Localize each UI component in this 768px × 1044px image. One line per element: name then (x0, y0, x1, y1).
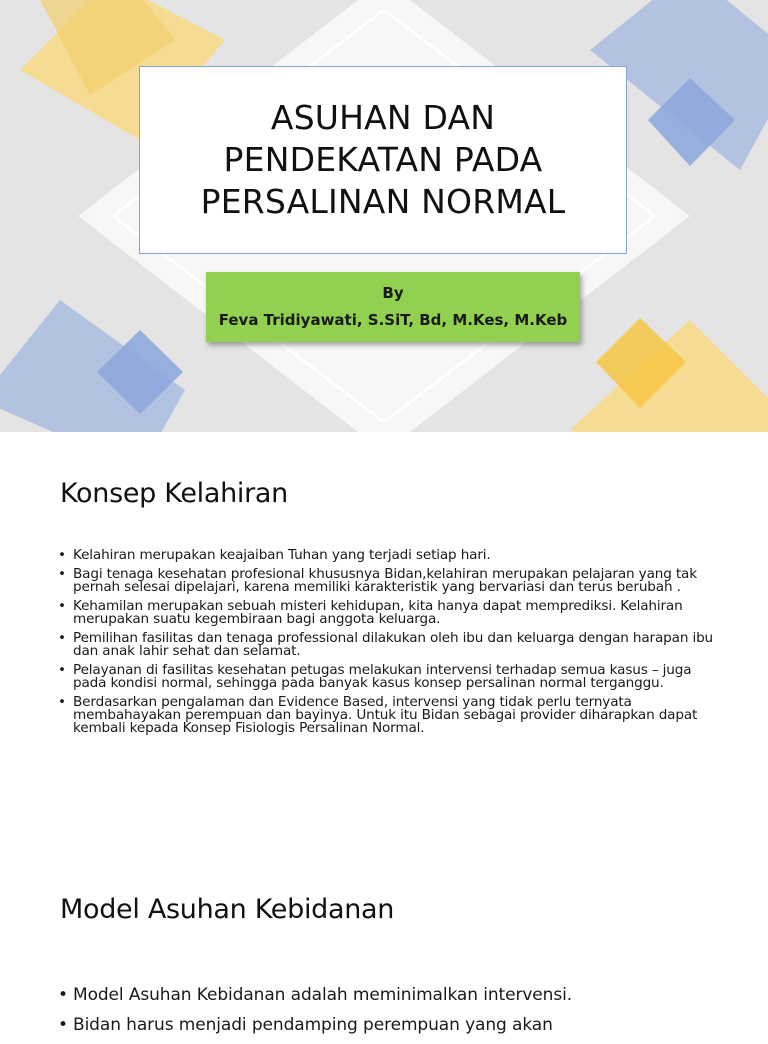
author-name: Feva Tridiyawati, S.SiT, Bd, M.Kes, M.Keb (218, 311, 568, 329)
list-item (58, 600, 718, 626)
concept-slide (0, 432, 768, 864)
list-item-text: Berdasarkan pengalaman dan Evidence Based, intervensi yang tidak perlu ternyata membahayakan perempuan dan bayinya. Untuk itu Bidan sebagai provider diharapkan dapat kembali kepada Konsep Fisiologis Persalinan Normal. (73, 694, 698, 736)
title-line-2: PENDEKATAN PADA (223, 140, 543, 179)
list-item (58, 664, 718, 690)
list-item (58, 632, 718, 658)
list-item-text: Kelahiran merupakan keajaiban Tuhan yang terjadi setiap hari. (73, 547, 491, 563)
list-item-text: Model Asuhan Kebidanan adalah meminimalkan intervensi. (73, 985, 573, 1005)
title-line-1: ASUHAN DAN (270, 98, 496, 137)
list-item (58, 568, 718, 594)
bullet-dot: • (58, 1015, 68, 1035)
title-box (139, 66, 627, 254)
list-item-text: Kehamilan merupakan sebuah misteri kehidupan, kita hanya dapat memprediksi. Kelahiran merupakan suatu kegembiraan bagi anggota keluarga. (73, 598, 683, 627)
slide-heading: Model Asuhan Kebidanan (60, 894, 395, 925)
author-box (206, 272, 580, 342)
by-label: By (382, 284, 404, 302)
slide-heading: Konsep Kelahiran (60, 478, 288, 509)
bullet-dot: • (58, 694, 66, 710)
bullet-dot: • (58, 662, 66, 678)
list-item-text: Bagi tenaga kesehatan profesional khususnya Bidan,kelahiran merupakan pelajaran yang tak pernah selesai dipelajari, karena memiliki karakteristik yang bervariasi dan terus berubah . (73, 566, 697, 595)
model-slide (0, 864, 768, 1035)
bullet-dot: • (58, 547, 66, 563)
bullet-dot: • (58, 630, 66, 646)
list-item-text: Bidan harus menjadi pendamping perempuan yang akan (73, 1015, 553, 1035)
title-slide (0, 0, 768, 432)
list-item (58, 696, 718, 735)
list-item-text: Pemilihan fasilitas dan tenaga professional dilakukan oleh ibu dan keluarga dengan harapan ibu dan anak lahir sehat dan selamat. (73, 630, 714, 659)
list-item (58, 549, 718, 562)
bullet-list (58, 984, 718, 1044)
bullet-dot: • (58, 566, 66, 582)
bullet-list (58, 549, 718, 741)
list-item-text: Pelayanan di fasilitas kesehatan petugas melakukan intervensi terhadap semua kasus – juga pada kondisi normal, sehingga pada banyak kasus konsep persalinan normal terganggu. (73, 662, 692, 691)
title-line-3: PERSALINAN NORMAL (200, 182, 566, 221)
bullet-dot: • (58, 985, 68, 1005)
list-item (58, 1014, 718, 1036)
list-item (58, 984, 718, 1006)
bullet-dot: • (58, 598, 66, 614)
